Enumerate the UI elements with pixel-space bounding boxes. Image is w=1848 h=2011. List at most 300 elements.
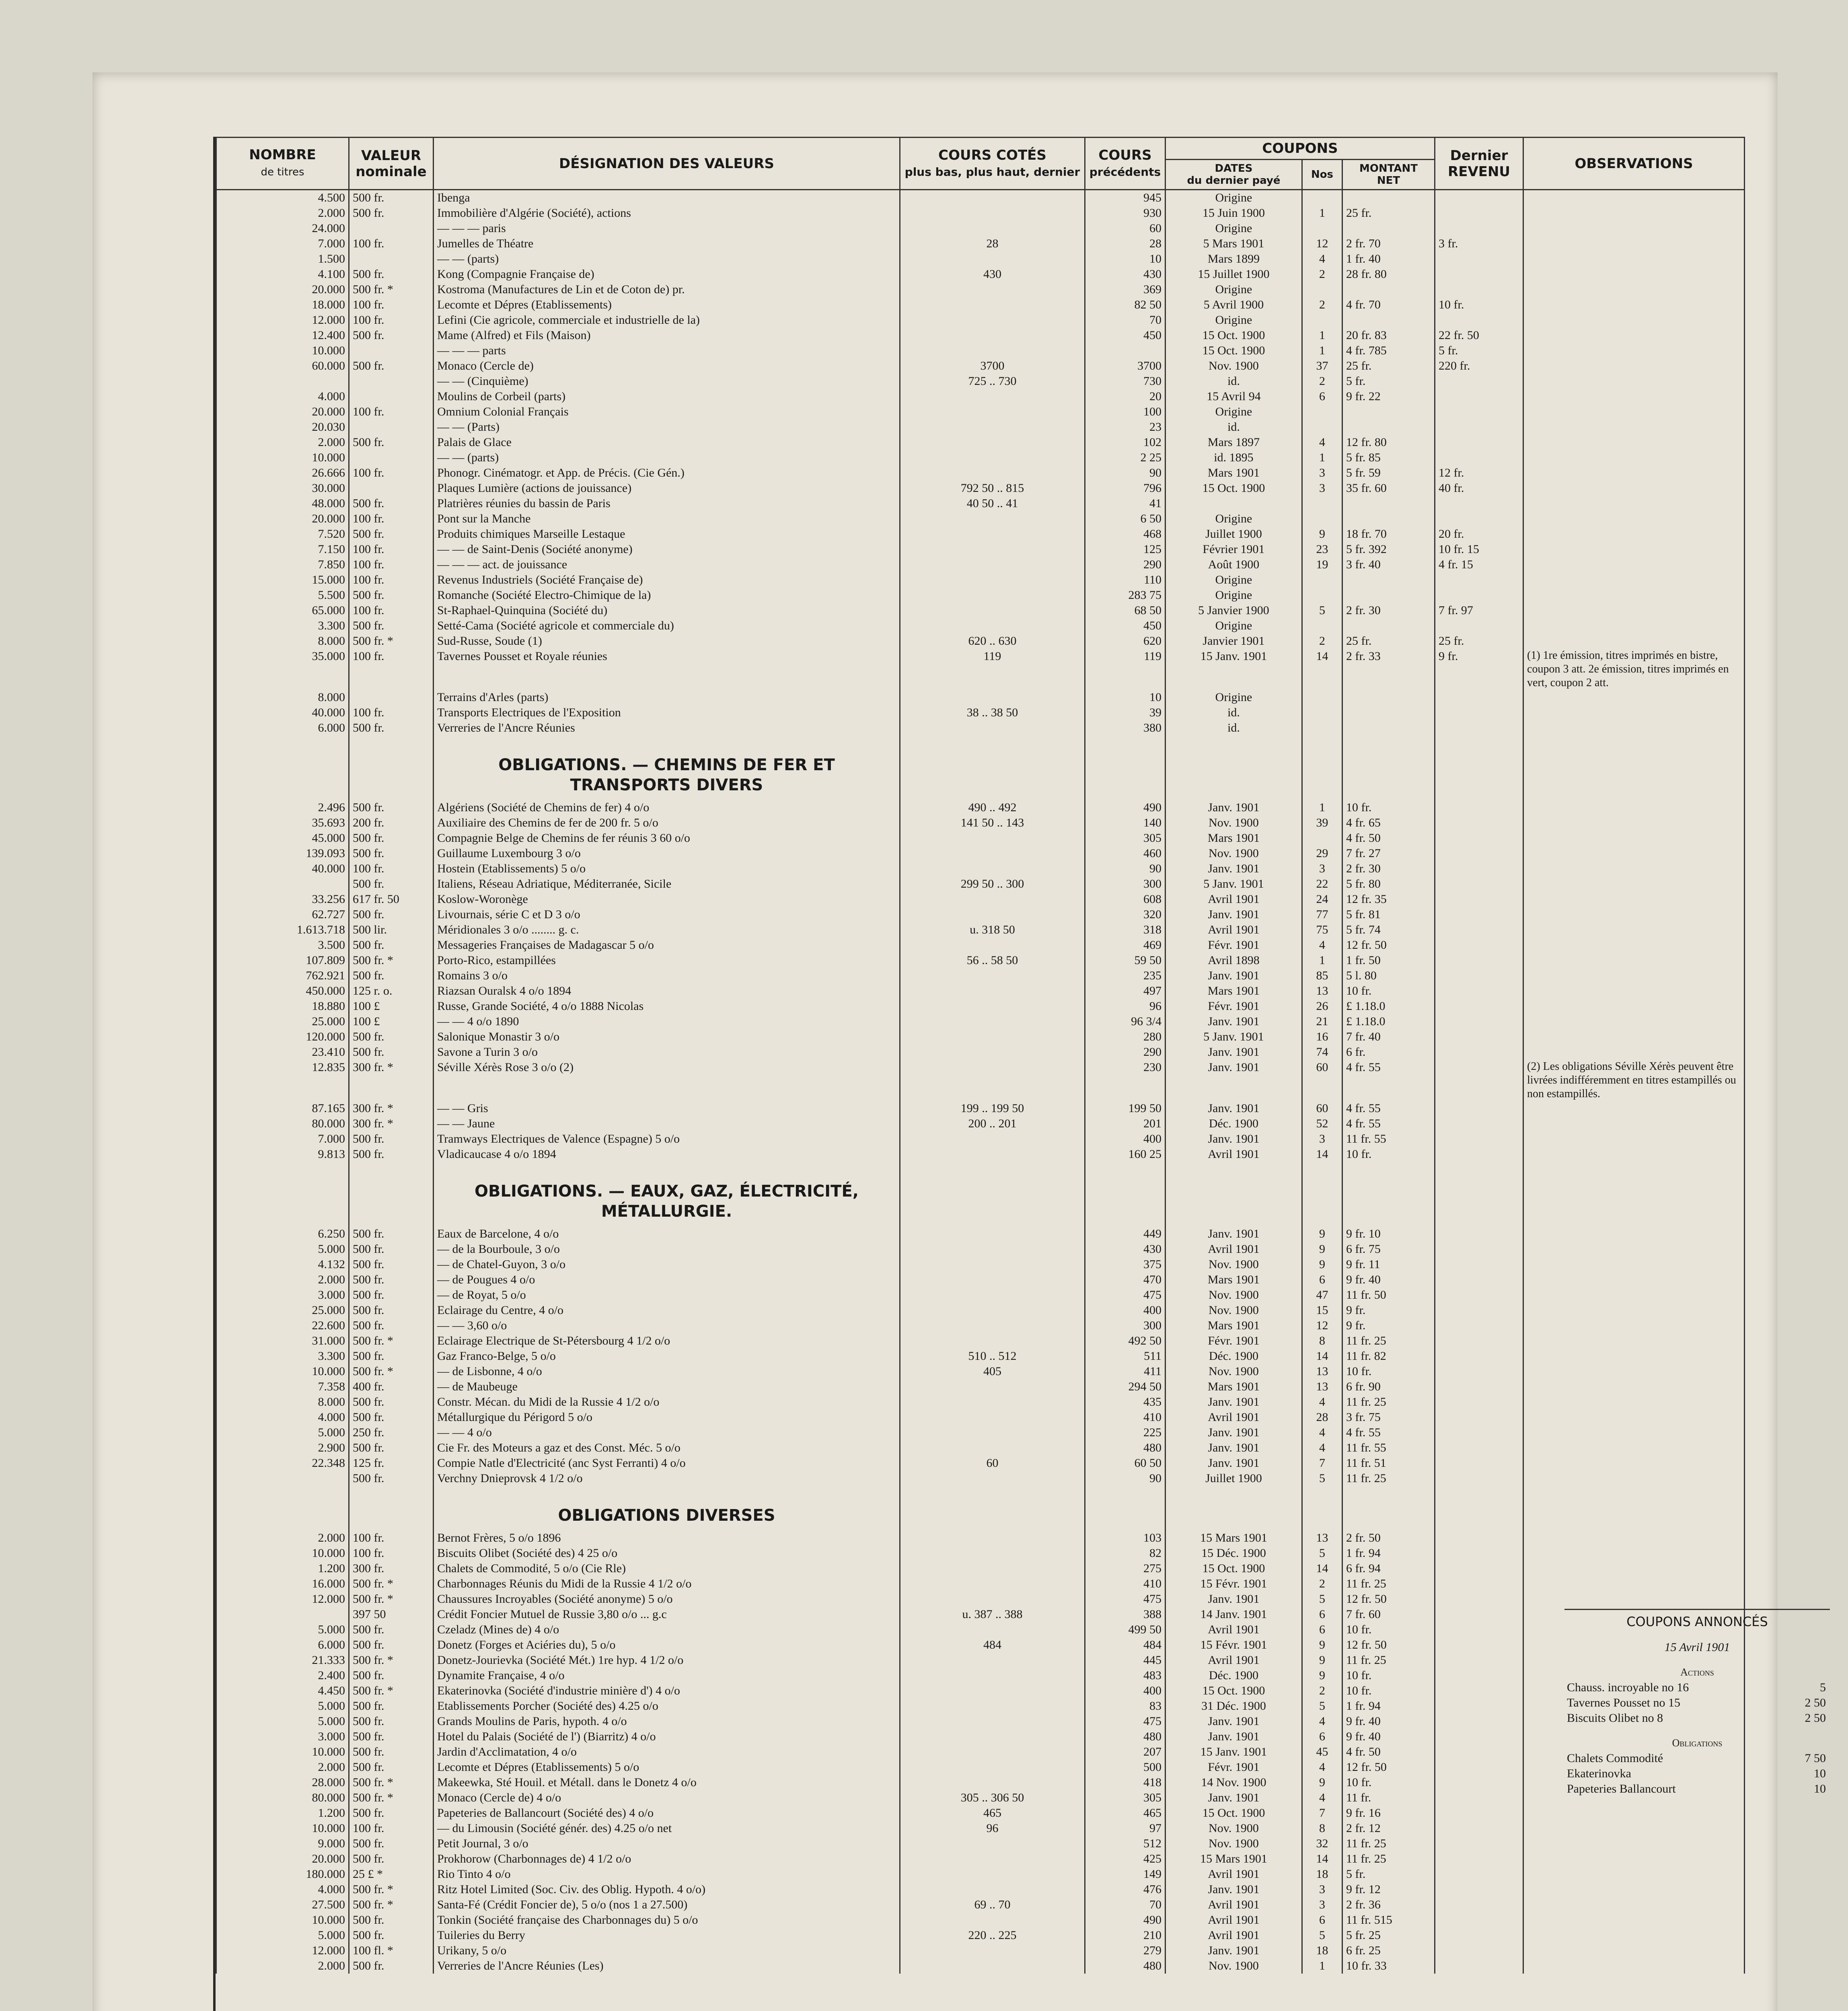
cell-coupon-no: 85 <box>1302 968 1342 983</box>
cell-cours-precedent: 28 <box>1085 236 1166 251</box>
cell-observations <box>1523 1592 1745 1607</box>
cell-designation: Transports Electriques de l'Exposition <box>434 705 900 720</box>
cell-valeur: 500 fr. * <box>349 953 434 968</box>
table-row <box>216 526 1745 542</box>
cell-coupon-no: 3 <box>1302 861 1342 876</box>
cell-nombre: 7.000 <box>216 1131 349 1147</box>
cell-coupon-no: 4 <box>1302 435 1342 450</box>
cell-nombre: 18.000 <box>216 297 349 313</box>
cell-valeur: 100 fr. <box>349 404 434 419</box>
cell-revenu: 10 fr. <box>1435 297 1523 313</box>
cell-coupon-montant: 9 fr. 12 <box>1342 1882 1435 1897</box>
cell-coupon-montant: 12 fr. 50 <box>1342 1592 1435 1607</box>
cell-revenu <box>1435 1318 1523 1333</box>
cell-cours-cotes <box>900 999 1085 1014</box>
cell-coupon-no: 74 <box>1302 1045 1342 1060</box>
annonce-item <box>1564 1711 1830 1726</box>
cell-valeur: 100 fr. <box>349 603 434 618</box>
cell-revenu <box>1435 1592 1523 1607</box>
cell-designation: — — 4 o/o <box>434 1425 900 1440</box>
cell-coupon-montant: 11 fr. 25 <box>1342 1576 1435 1592</box>
cell-revenu <box>1435 1287 1523 1303</box>
cell-cours-cotes <box>900 1425 1085 1440</box>
cell-coupon-montant <box>1342 705 1435 720</box>
cell-designation: Tramways Electriques de Valence (Espagne) 5 o/o <box>434 1131 900 1147</box>
cell-designation: — — — paris <box>434 221 900 236</box>
cell-cours-precedent: 435 <box>1085 1394 1166 1410</box>
cell-cours-cotes: 40 50 .. 41 <box>900 496 1085 511</box>
cell-revenu <box>1435 1014 1523 1029</box>
cell-coupon-montant: £ 1.18.0 <box>1342 1014 1435 1029</box>
cell-coupon-date: Févr. 1901 <box>1166 999 1302 1014</box>
cell-coupon-no: 6 <box>1302 1912 1342 1928</box>
cell-observations <box>1523 190 1745 206</box>
table-row <box>216 815 1745 831</box>
cell-cours-cotes <box>900 1014 1085 1029</box>
cell-coupon-date: Origine <box>1166 221 1302 236</box>
empty-cell <box>1302 1172 1342 1226</box>
cell-cours-cotes <box>900 1561 1085 1576</box>
cell-coupon-date: Avril 1901 <box>1166 1912 1302 1928</box>
section-spacer <box>216 736 1745 745</box>
cell-observations <box>1523 389 1745 404</box>
cell-observations <box>1523 603 1745 618</box>
cell-valeur: 617 fr. 50 <box>349 892 434 907</box>
cell-coupon-montant: 11 fr. 25 <box>1342 1394 1435 1410</box>
cell-cours-cotes <box>900 1060 1085 1101</box>
cell-coupon-date: Janv. 1901 <box>1166 1101 1302 1116</box>
cell-coupon-montant: 3 fr. 75 <box>1342 1410 1435 1425</box>
cell-cours-cotes <box>900 1851 1085 1867</box>
cell-coupon-montant: 7 fr. 60 <box>1342 1607 1435 1622</box>
table-row <box>216 1851 1745 1867</box>
cell-nombre: 1.200 <box>216 1561 349 1576</box>
cell-valeur <box>349 419 434 435</box>
cell-cours-cotes <box>900 282 1085 297</box>
cell-valeur: 500 fr. <box>349 1272 434 1287</box>
cell-cours-cotes <box>900 968 1085 983</box>
cell-coupon-date: 15 Mars 1901 <box>1166 1851 1302 1867</box>
cell-revenu <box>1435 404 1523 419</box>
cell-cours-cotes <box>900 846 1085 861</box>
cell-coupon-no: 1 <box>1302 343 1342 358</box>
cell-cours-cotes: 299 50 .. 300 <box>900 876 1085 892</box>
cell-valeur: 500 fr. <box>349 1287 434 1303</box>
cell-coupon-montant: 2 fr. 70 <box>1342 236 1435 251</box>
table-row <box>216 1637 1745 1653</box>
cell-cours-precedent <box>1085 343 1166 358</box>
cell-nombre: 4.500 <box>216 190 349 206</box>
header-valeur: VALEUR nominale <box>349 138 434 190</box>
table-row <box>216 690 1745 705</box>
cell-nombre: 22.600 <box>216 1318 349 1333</box>
cell-cours-cotes <box>900 1592 1085 1607</box>
cell-valeur: 100 fr. <box>349 511 434 526</box>
cell-observations <box>1523 588 1745 603</box>
cell-designation: Grands Moulins de Paris, hypoth. 4 o/o <box>434 1714 900 1729</box>
table-row <box>216 1943 1745 1958</box>
cell-nombre <box>216 876 349 892</box>
cell-designation: Russe, Grande Société, 4 o/o 1888 Nicolas <box>434 999 900 1014</box>
cell-coupon-date: Févr. 1901 <box>1166 1333 1302 1349</box>
cell-coupon-date: Avril 1901 <box>1166 1410 1302 1425</box>
cell-coupon-no: 3 <box>1302 1897 1342 1912</box>
cell-coupon-date: 5 Avril 1900 <box>1166 297 1302 313</box>
cell-coupon-no: 5 <box>1302 1592 1342 1607</box>
cell-coupon-date: Nov. 1900 <box>1166 358 1302 374</box>
cell-valeur: 300 fr. * <box>349 1101 434 1116</box>
cell-nombre: 2.000 <box>216 1272 349 1287</box>
cell-coupon-no: 9 <box>1302 1668 1342 1683</box>
empty-cell <box>1302 745 1342 800</box>
cell-cours-precedent: 2 25 <box>1085 450 1166 465</box>
cell-cours-precedent: 125 <box>1085 542 1166 557</box>
cell-cours-precedent: 59 50 <box>1085 953 1166 968</box>
table-row <box>216 1775 1745 1790</box>
cell-valeur: 500 fr. <box>349 1928 434 1943</box>
cell-revenu <box>1435 1456 1523 1471</box>
cell-observations <box>1523 1425 1745 1440</box>
cell-observations <box>1523 815 1745 831</box>
annonce-label: Chauss. incroyable no 16 <box>1567 1681 1689 1694</box>
table-row <box>216 572 1745 588</box>
cell-observations <box>1523 968 1745 983</box>
cell-revenu <box>1435 846 1523 861</box>
cell-coupon-date: Origine <box>1166 572 1302 588</box>
cell-cours-precedent: 3700 <box>1085 358 1166 374</box>
cell-designation: Charbonnages Réunis du Midi de la Russie 4 1/2 o/o <box>434 1576 900 1592</box>
spacer-cell <box>1342 1162 1435 1172</box>
cell-nombre: 5.000 <box>216 1714 349 1729</box>
spacer-cell <box>434 1162 900 1172</box>
cell-valeur: 500 fr. <box>349 1760 434 1775</box>
cell-cours-precedent: 492 50 <box>1085 1333 1166 1349</box>
cell-valeur: 100 fr. <box>349 1546 434 1561</box>
cell-coupon-no: 19 <box>1302 557 1342 572</box>
cell-cours-cotes <box>900 1622 1085 1637</box>
cell-designation: Mame (Alfred) et Fils (Maison) <box>434 328 900 343</box>
cell-coupon-montant: 9 fr. 40 <box>1342 1714 1435 1729</box>
cell-coupon-montant <box>1342 511 1435 526</box>
cell-cours-cotes: 490 .. 492 <box>900 800 1085 815</box>
cell-revenu <box>1435 1029 1523 1045</box>
cell-nombre: 10.000 <box>216 1744 349 1760</box>
cell-coupon-date <box>1166 496 1302 511</box>
cell-nombre: 40.000 <box>216 705 349 720</box>
annonces-actions-list <box>1564 1680 1830 1726</box>
cell-observations <box>1523 1471 1745 1486</box>
table-row <box>216 1226 1745 1242</box>
cell-coupon-no: 14 <box>1302 1851 1342 1867</box>
cell-cours-cotes <box>900 435 1085 450</box>
spacer-cell <box>1166 1486 1302 1496</box>
cell-coupon-no: 14 <box>1302 1349 1342 1364</box>
table-row <box>216 1440 1745 1456</box>
table-row <box>216 633 1745 649</box>
cell-revenu <box>1435 450 1523 465</box>
cell-nombre: 9.813 <box>216 1147 349 1162</box>
cell-nombre: 5.000 <box>216 1928 349 1943</box>
cell-coupon-montant: 10 fr. <box>1342 1668 1435 1683</box>
cell-cours-cotes <box>900 343 1085 358</box>
cell-observations <box>1523 1410 1745 1425</box>
cell-cours-precedent: 305 <box>1085 831 1166 846</box>
table-row <box>216 1116 1745 1131</box>
cell-coupon-date: Avril 1901 <box>1166 892 1302 907</box>
spacer-cell <box>1302 1162 1342 1172</box>
cell-revenu <box>1435 907 1523 922</box>
cell-coupon-no <box>1302 221 1342 236</box>
cell-coupon-montant <box>1342 221 1435 236</box>
cell-valeur: 500 fr. <box>349 618 434 633</box>
cell-revenu <box>1435 190 1523 206</box>
empty-cell <box>1435 1496 1523 1530</box>
cell-coupon-montant: 7 fr. 27 <box>1342 846 1435 861</box>
cell-coupon-date: Janv. 1901 <box>1166 1226 1302 1242</box>
cell-designation: — — (parts) <box>434 450 900 465</box>
cell-cours-precedent: 450 <box>1085 328 1166 343</box>
annonce-amount: 7 50 <box>1805 1752 1826 1765</box>
cell-observations <box>1523 465 1745 481</box>
cell-cours-precedent: 41 <box>1085 496 1166 511</box>
cell-observations <box>1523 404 1745 419</box>
cell-coupon-date: 15 Mars 1901 <box>1166 1530 1302 1546</box>
cell-cours-cotes <box>900 511 1085 526</box>
cell-observations <box>1523 705 1745 720</box>
table-row <box>216 1928 1745 1943</box>
cell-cours-precedent: 500 <box>1085 1760 1166 1775</box>
cell-observations <box>1523 1440 1745 1456</box>
cell-coupon-montant: 9 fr. 40 <box>1342 1729 1435 1744</box>
cell-designation: Monaco (Cercle de) 4 o/o <box>434 1790 900 1805</box>
cell-observations <box>1523 374 1745 389</box>
cell-coupon-montant: 28 fr. 80 <box>1342 267 1435 282</box>
cell-revenu <box>1435 1637 1523 1653</box>
cell-coupon-montant: 11 fr. 25 <box>1342 1851 1435 1867</box>
table-row <box>216 1714 1745 1729</box>
cell-coupon-date: Nov. 1900 <box>1166 846 1302 861</box>
cell-valeur: 500 fr. <box>349 1349 434 1364</box>
cell-coupon-no: 9 <box>1302 1257 1342 1272</box>
cell-revenu <box>1435 831 1523 846</box>
cell-coupon-no: 18 <box>1302 1943 1342 1958</box>
cell-coupon-no <box>1302 511 1342 526</box>
cell-designation: Savone a Turin 3 o/o <box>434 1045 900 1060</box>
section-spacer <box>216 1486 1745 1496</box>
cell-valeur: 500 fr. <box>349 1045 434 1060</box>
cell-valeur: 500 fr. <box>349 968 434 983</box>
cell-cours-precedent: 103 <box>1085 1530 1166 1546</box>
empty-cell <box>216 1172 349 1226</box>
cell-valeur <box>349 221 434 236</box>
cell-designation: Lecomte et Dépres (Etablissements) 5 o/o <box>434 1760 900 1775</box>
cell-designation: Tuileries du Berry <box>434 1928 900 1943</box>
spacer-cell <box>1342 1486 1435 1496</box>
cell-coupon-montant: 10 fr. <box>1342 800 1435 815</box>
cell-designation: Monaco (Cercle de) <box>434 358 900 374</box>
cell-cours-cotes <box>900 572 1085 588</box>
cell-nombre: 62.727 <box>216 907 349 922</box>
cell-cours-cotes <box>900 588 1085 603</box>
cell-valeur: 500 fr. <box>349 1147 434 1162</box>
cell-nombre: 33.256 <box>216 892 349 907</box>
cell-revenu <box>1435 313 1523 328</box>
cell-coupon-no: 39 <box>1302 815 1342 831</box>
cell-coupon-no: 75 <box>1302 922 1342 938</box>
cell-coupon-date: Nov. 1900 <box>1166 815 1302 831</box>
cell-coupon-montant: 5 fr. 392 <box>1342 542 1435 557</box>
cell-revenu <box>1435 1101 1523 1116</box>
cell-coupon-no: 6 <box>1302 1272 1342 1287</box>
cell-coupon-date: Févr. 1901 <box>1166 1760 1302 1775</box>
cell-cours-cotes <box>900 206 1085 221</box>
cell-observations <box>1523 1943 1745 1958</box>
cell-coupon-montant: 4 fr. 785 <box>1342 343 1435 358</box>
cell-valeur: 500 fr. <box>349 1912 434 1928</box>
cell-cours-cotes <box>900 1333 1085 1349</box>
spacer-cell <box>216 1162 349 1172</box>
cell-coupon-montant: 4 fr. 55 <box>1342 1425 1435 1440</box>
cell-coupon-montant: 3 fr. 40 <box>1342 557 1435 572</box>
cell-cours-precedent: 70 <box>1085 313 1166 328</box>
cell-valeur: 500 fr. <box>349 1440 434 1456</box>
cell-designation: Crédit Foncier Mutuel de Russie 3,80 o/o ... g.c <box>434 1607 900 1622</box>
cell-valeur: 500 fr. <box>349 1958 434 1974</box>
cell-coupon-montant: 5 fr. 85 <box>1342 450 1435 465</box>
empty-cell <box>1085 1496 1166 1530</box>
cell-coupon-no: 12 <box>1302 236 1342 251</box>
table-row <box>216 1530 1745 1546</box>
cell-nombre: 65.000 <box>216 603 349 618</box>
cell-cours-cotes: 56 .. 58 50 <box>900 953 1085 968</box>
cell-nombre: 139.093 <box>216 846 349 861</box>
empty-cell <box>1523 745 1745 800</box>
newspaper-page <box>93 72 1826 2011</box>
table-row <box>216 1760 1745 1775</box>
cell-cours-precedent: 400 <box>1085 1303 1166 1318</box>
cell-designation: Pont sur la Manche <box>434 511 900 526</box>
cell-valeur: 100 fr. <box>349 313 434 328</box>
table-row <box>216 922 1745 938</box>
cell-nombre: 4.132 <box>216 1257 349 1272</box>
header-montant: MONTANT NET <box>1342 160 1435 190</box>
cell-cours-cotes <box>900 190 1085 206</box>
cell-coupon-no: 9 <box>1302 1653 1342 1668</box>
cell-coupon-date: 31 Déc. 1900 <box>1166 1698 1302 1714</box>
cell-valeur: 500 fr. * <box>349 633 434 649</box>
annonce-amount: 2 50 <box>1805 1711 1826 1725</box>
cell-revenu <box>1435 1045 1523 1060</box>
cell-revenu <box>1435 1836 1523 1851</box>
cell-valeur <box>349 374 434 389</box>
cell-designation: Romains 3 o/o <box>434 968 900 983</box>
cell-observations <box>1523 511 1745 526</box>
cell-cours-precedent: 68 50 <box>1085 603 1166 618</box>
table-row <box>216 800 1745 815</box>
cell-observations <box>1523 618 1745 633</box>
table-row <box>216 1668 1745 1683</box>
cell-coupon-montant: 6 fr. <box>1342 1045 1435 1060</box>
cell-designation: Vladicaucase 4 o/o 1894 <box>434 1147 900 1162</box>
cell-observations <box>1523 1147 1745 1162</box>
cell-coupon-no <box>1302 190 1342 206</box>
cell-cours-precedent: 620 <box>1085 633 1166 649</box>
cell-coupon-date: 5 Janv. 1901 <box>1166 876 1302 892</box>
cell-designation: Ekaterinovka (Société d'industrie minière d') 4 o/o <box>434 1683 900 1698</box>
cell-cours-precedent: 90 <box>1085 861 1166 876</box>
spacer-cell <box>349 1486 434 1496</box>
cell-coupon-date: Origine <box>1166 690 1302 705</box>
cell-coupon-date: 15 Déc. 1900 <box>1166 1546 1302 1561</box>
cell-designation: Koslow-Woronège <box>434 892 900 907</box>
annonce-label: Chalets Commodité <box>1567 1752 1663 1765</box>
cell-cours-cotes: 60 <box>900 1456 1085 1471</box>
cell-coupon-no: 6 <box>1302 1729 1342 1744</box>
cell-valeur: 500 fr. <box>349 800 434 815</box>
cell-designation: — du Limousin (Société génér. des) 4.25 o/o net <box>434 1821 900 1836</box>
cell-coupon-date: Avril 1901 <box>1166 1928 1302 1943</box>
cell-cours-precedent: 290 <box>1085 1045 1166 1060</box>
cell-coupon-montant: 12 fr. 80 <box>1342 435 1435 450</box>
cell-valeur: 500 fr. <box>349 1226 434 1242</box>
cell-coupon-no: 26 <box>1302 999 1342 1014</box>
cell-designation: Immobilière d'Algérie (Société), actions <box>434 206 900 221</box>
cell-valeur: 25 £ * <box>349 1867 434 1882</box>
spacer-cell <box>1342 736 1435 745</box>
cell-designation: Czeladz (Mines de) 4 o/o <box>434 1622 900 1637</box>
cell-coupon-no <box>1302 690 1342 705</box>
cell-nombre <box>216 1471 349 1486</box>
cell-coupon-no: 5 <box>1302 603 1342 618</box>
cell-valeur: 500 fr. <box>349 1668 434 1683</box>
cell-valeur: 250 fr. <box>349 1425 434 1440</box>
cell-coupon-no: 1 <box>1302 450 1342 465</box>
cell-valeur: 500 fr. <box>349 1303 434 1318</box>
cell-coupon-date: Origine <box>1166 511 1302 526</box>
table-row <box>216 190 1745 206</box>
cell-coupon-montant: 12 fr. 50 <box>1342 1760 1435 1775</box>
cell-coupon-date: 15 Oct. 1900 <box>1166 1561 1302 1576</box>
cell-valeur: 500 fr. * <box>349 1897 434 1912</box>
cell-nombre: 4.450 <box>216 1683 349 1698</box>
cell-cours-precedent: 484 <box>1085 1637 1166 1653</box>
table-row <box>216 1592 1745 1607</box>
cell-valeur <box>349 690 434 705</box>
cell-observations <box>1523 861 1745 876</box>
cell-cours-precedent: 60 <box>1085 221 1166 236</box>
cell-revenu <box>1435 922 1523 938</box>
cell-cours-cotes <box>900 603 1085 618</box>
spacer-cell <box>1523 736 1745 745</box>
cell-valeur: 500 fr. <box>349 190 434 206</box>
cell-nombre: 16.000 <box>216 1576 349 1592</box>
cell-designation: Sud-Russe, Soude (1) <box>434 633 900 649</box>
cell-nombre: 10.000 <box>216 343 349 358</box>
cell-observations <box>1523 633 1745 649</box>
cell-valeur: 500 fr. <box>349 720 434 736</box>
cell-designation: Petit Journal, 3 o/o <box>434 1836 900 1851</box>
cell-coupon-montant: 2 fr. 12 <box>1342 1821 1435 1836</box>
cell-valeur: 500 fr. * <box>349 1576 434 1592</box>
cell-nombre <box>216 374 349 389</box>
section-spacer <box>216 1162 1745 1172</box>
cell-nombre: 7.000 <box>216 236 349 251</box>
cell-valeur: 300 fr. * <box>349 1060 434 1101</box>
table-row <box>216 1958 1745 1974</box>
cell-coupon-no: 6 <box>1302 1607 1342 1622</box>
cell-nombre: 2.900 <box>216 1440 349 1456</box>
cell-coupon-montant <box>1342 190 1435 206</box>
